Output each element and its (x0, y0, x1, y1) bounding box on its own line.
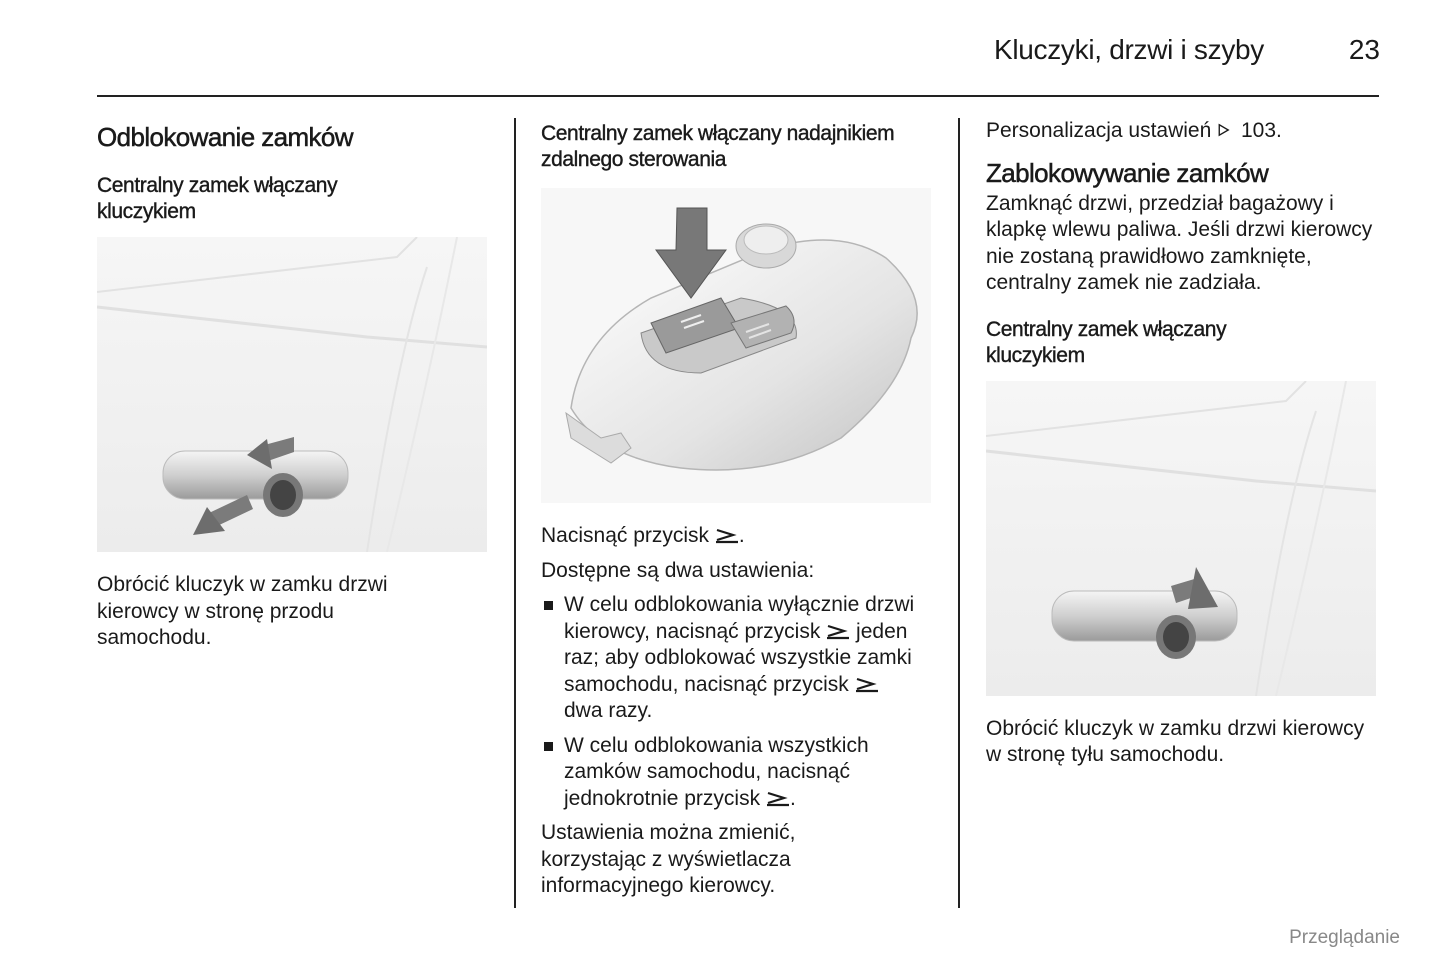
figure-key-unlock-door-handle (97, 237, 487, 552)
instruction-period: . (738, 524, 745, 547)
unlock-button-icon (855, 675, 879, 693)
personalization-text: Personalizacja ustawień (986, 119, 1212, 142)
subheading-remote-central-lock: Centralny zamek włączany nadajnikiem zdalnego sterowania (541, 122, 895, 171)
unlock-button-icon (826, 622, 850, 640)
personalization-page-ref: 103. (1240, 119, 1282, 142)
column-divider-right (958, 118, 960, 908)
figure-key-lock-door-handle (986, 381, 1376, 696)
figure-remote-key-fob (541, 188, 931, 503)
settings-list (541, 592, 921, 812)
caption-turn-key-forward: Obrócić kluczyk w zamku drzwi kierowcy w stronę przodu samochodu. (97, 573, 388, 649)
bullet-1-text-a: W celu odblokowania wyłącznie drzwi kierowcy, nacisnąć przycisk (564, 593, 915, 643)
section-heading-unlocking: Odblokowanie zamków (97, 122, 353, 152)
instruction-press-button (541, 523, 936, 550)
page-number: 23 (1348, 34, 1380, 65)
settings-list-item (541, 592, 921, 725)
unlock-button-icon (715, 526, 739, 544)
personalization-reference[interactable] (986, 118, 1381, 145)
locking-intro: Zamknąć drzwi, przedział bagażowy i klapkę wlewu paliwa. Jeśli drzwi kierowcy nie zostaną prawidłowo zamknięte, centralny zamek nie zadziała. (986, 191, 1373, 294)
bullet-1-text-b: jeden raz; aby odblokować wszystkie zamki samochodu, nacisnąć przycisk (564, 619, 912, 696)
subheading-key-central-lock: Centralny zamek włączany kluczykiem (97, 174, 338, 223)
remote-key-fob-illustration (541, 188, 931, 503)
column-3 (986, 118, 1381, 769)
bullet-2-text-a: W celu odblokowania wszystkich zamków samochodu, nacisnąć jednokrotnie przycisk (564, 733, 869, 810)
door-handle-illustration (97, 237, 487, 552)
footer-browse-link[interactable]: Przeglądanie (1289, 927, 1400, 948)
bullet-1-text-c: dwa razy. (564, 699, 653, 722)
page-header-title: Kluczyki, drzwi i szyby (993, 34, 1264, 65)
settings-change-note: Ustawienia można zmienić, korzystając z wyświetlacza informacyjnego kierowcy. (541, 821, 796, 897)
settings-intro: Dostępne są dwa ustawienia: (541, 558, 815, 582)
instruction-text: Nacisnąć przycisk (541, 524, 710, 547)
subheading-key-central-lock-locking: Centralny zamek włączany kluczykiem (986, 317, 1227, 367)
door-handle-lock-illustration (986, 381, 1376, 696)
page-reference-arrow-icon (1217, 121, 1235, 139)
caption-turn-key-backward: Obrócić kluczyk w zamku drzwi kierowcy w stronę tyłu samochodu. (986, 716, 1365, 766)
settings-list-item (541, 733, 921, 813)
bullet-2-text-b: . (789, 786, 796, 810)
column-divider-left (514, 118, 516, 908)
column-2 (541, 118, 936, 900)
section-heading-locking: Zablokowywanie zamków (986, 157, 1269, 188)
header-rule (97, 95, 1379, 97)
column-1 (97, 118, 492, 652)
unlock-button-icon (766, 789, 790, 807)
